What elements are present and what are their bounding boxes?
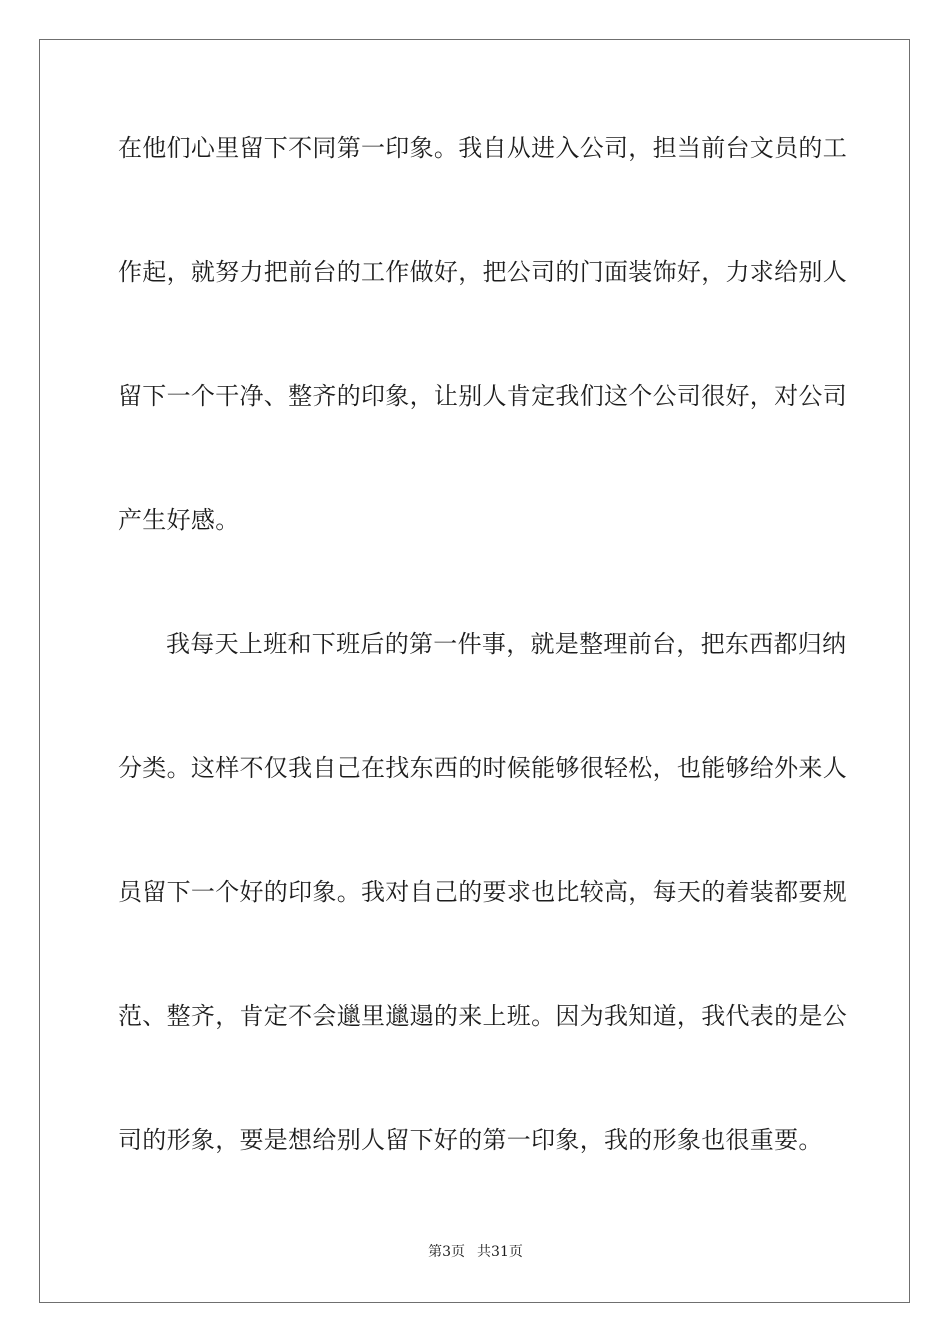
text-line: 分类。这样不仅我自己在找东西的时候能够很轻松，也能够给外来人 bbox=[118, 754, 847, 782]
text-line: 作起，就努力把前台的工作做好，把公司的门面装饰好，力求给别人 bbox=[118, 258, 847, 286]
page-frame bbox=[39, 39, 910, 1303]
text-line: 我每天上班和下班后的第一件事，就是整理前台，把东西都归纳 bbox=[166, 630, 847, 658]
page-footer bbox=[40, 1241, 911, 1261]
text-line: 在他们心里留下不同第一印象。我自从进入公司，担当前台文员的工 bbox=[118, 134, 847, 162]
text-line: 留下一个干净、整齐的印象，让别人肯定我们这个公司很好，对公司 bbox=[118, 382, 847, 410]
text-line: 员留下一个好的印象。我对自己的要求也比较高，每天的着装都要规 bbox=[118, 878, 847, 906]
text-line: 范、整齐，肯定不会邋里邋遢的来上班。因为我知道，我代表的是公 bbox=[118, 1002, 847, 1030]
page-total: 共31页 bbox=[477, 1244, 523, 1260]
text-line: 司的形象，要是想给别人留下好的第一印象，我的形象也很重要。 bbox=[118, 1126, 823, 1154]
page-number: 第3页 bbox=[428, 1244, 466, 1260]
text-line: 产生好感。 bbox=[118, 506, 240, 534]
